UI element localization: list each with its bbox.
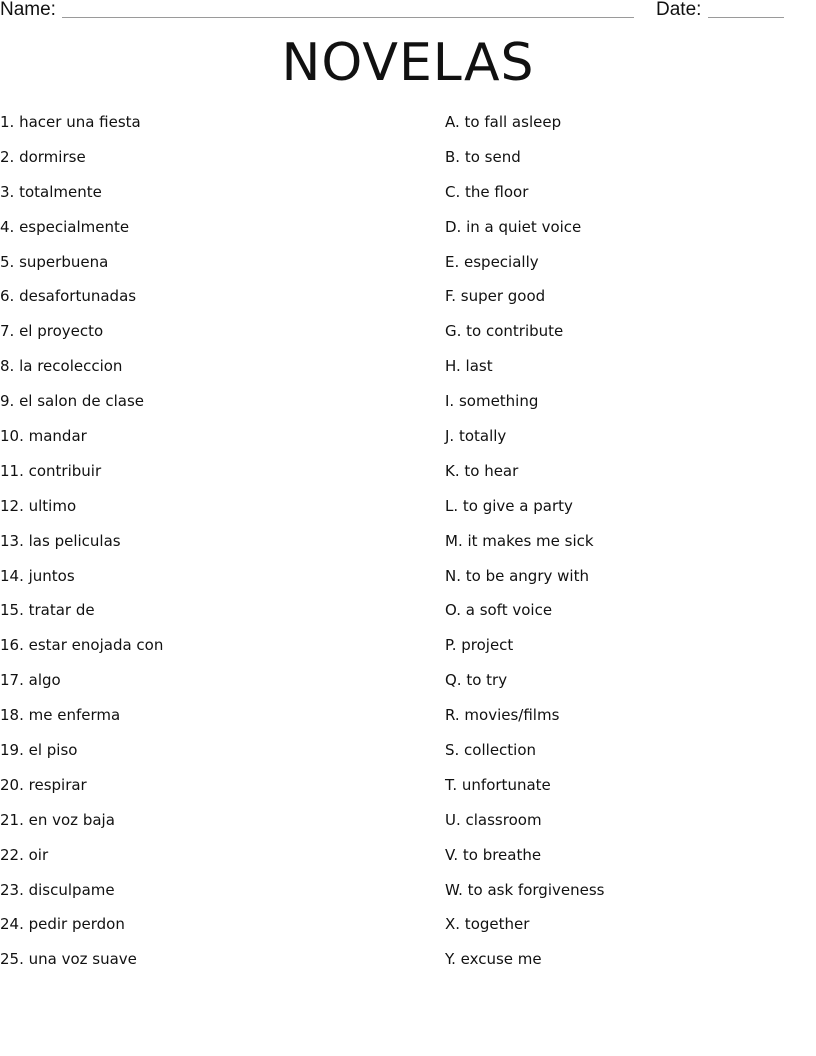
definition-item: Q. to try bbox=[445, 671, 508, 690]
term-item: 17. algo bbox=[0, 671, 61, 690]
definition-item: I. something bbox=[445, 392, 539, 411]
name-label: Name: bbox=[0, 0, 56, 20]
definition-item: C. the floor bbox=[445, 182, 529, 201]
definitions-column bbox=[445, 111, 805, 983]
term-item: 25. una voz suave bbox=[0, 950, 137, 969]
definition-item: V. to breathe bbox=[445, 845, 542, 864]
term-item: 1. hacer una fiesta bbox=[0, 113, 141, 131]
term-item: 2. dormirse bbox=[0, 147, 86, 166]
definition-item: F. super good bbox=[445, 287, 546, 306]
worksheet-header bbox=[0, 0, 816, 24]
definition-item: N. to be angry with bbox=[445, 566, 589, 585]
term-item: 9. el salon de clase bbox=[0, 392, 145, 411]
definition-item: G. to contribute bbox=[445, 322, 564, 341]
definition-item: B. to send bbox=[445, 147, 521, 166]
term-item: 13. las peliculas bbox=[0, 531, 121, 550]
term-item: 23. disculpame bbox=[0, 880, 115, 899]
definition-item: R. movies/films bbox=[445, 706, 560, 725]
term-item: 24. pedir perdon bbox=[0, 915, 125, 934]
term-item: 5. superbuena bbox=[0, 252, 109, 271]
term-item: 18. me enferma bbox=[0, 706, 121, 725]
term-item: 11. contribuir bbox=[0, 461, 102, 480]
definition-item: E. especially bbox=[445, 252, 539, 271]
term-item: 4. especialmente bbox=[0, 217, 130, 236]
date-blank-line bbox=[708, 17, 784, 18]
definition-item: A. to fall asleep bbox=[445, 113, 562, 131]
term-item: 19. el piso bbox=[0, 741, 78, 760]
definition-item: D. in a quiet voice bbox=[445, 217, 582, 236]
term-item: 14. juntos bbox=[0, 566, 75, 585]
definition-item: P. project bbox=[445, 636, 514, 655]
definition-item: U. classroom bbox=[445, 810, 542, 829]
definition-item: S. collection bbox=[445, 741, 537, 760]
term-item: 21. en voz baja bbox=[0, 810, 115, 829]
definition-item: M. it makes me sick bbox=[445, 531, 594, 550]
terms-column bbox=[0, 111, 400, 983]
definition-item: O. a soft voice bbox=[445, 601, 553, 620]
name-blank-line bbox=[62, 17, 634, 18]
definition-item: H. last bbox=[445, 357, 493, 376]
term-item: 8. la recoleccion bbox=[0, 357, 123, 376]
term-item: 16. estar enojada con bbox=[0, 636, 164, 655]
term-item: 10. mandar bbox=[0, 427, 87, 446]
worksheet-title: NOVELAS bbox=[281, 33, 535, 93]
date-label: Date: bbox=[656, 0, 702, 20]
term-item: 6. desafortunadas bbox=[0, 287, 137, 306]
term-item: 20. respirar bbox=[0, 775, 87, 794]
definition-item: X. together bbox=[445, 915, 530, 934]
definition-item: W. to ask forgiveness bbox=[445, 880, 605, 899]
term-item: 15. tratar de bbox=[0, 601, 95, 620]
definition-item: Y. excuse me bbox=[445, 950, 542, 969]
term-item: 22. oir bbox=[0, 845, 49, 864]
definition-item: J. totally bbox=[445, 427, 507, 446]
definition-item: T. unfortunate bbox=[445, 775, 551, 794]
term-item: 7. el proyecto bbox=[0, 322, 104, 341]
definition-item: L. to give a party bbox=[445, 496, 573, 515]
term-item: 12. ultimo bbox=[0, 496, 77, 515]
definition-item: K. to hear bbox=[445, 461, 519, 480]
term-item: 3. totalmente bbox=[0, 182, 102, 201]
